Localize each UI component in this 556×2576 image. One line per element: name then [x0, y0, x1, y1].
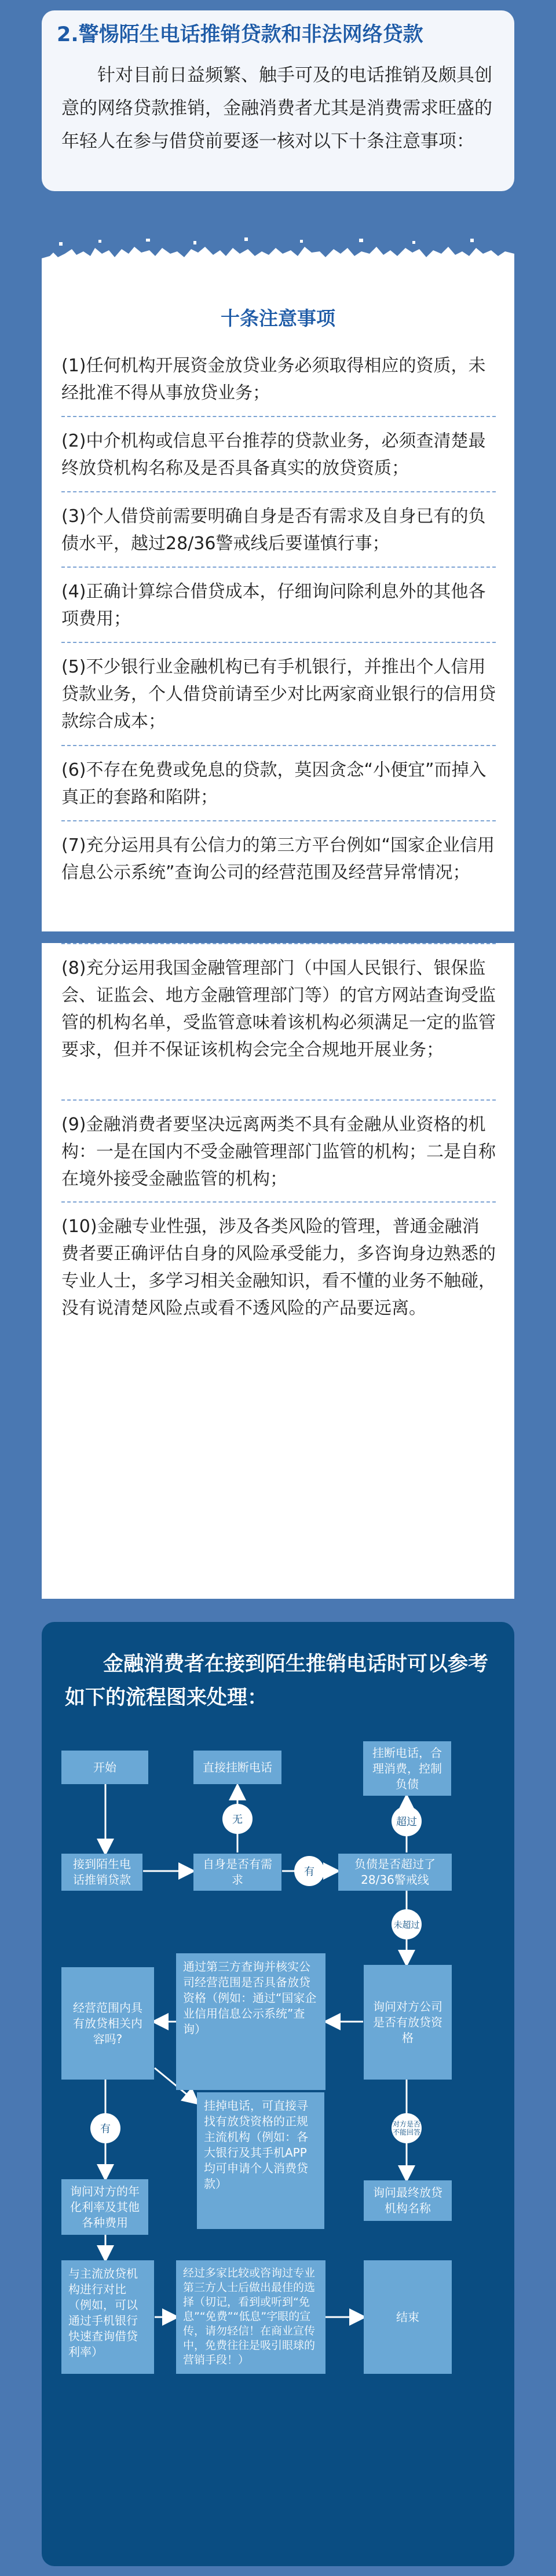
flow-third-party: 通过第三方查询并核实公司经营范围是否具备放贷资格（例如：通过“国家企业信用信息公示系统”查询） — [176, 1953, 325, 2090]
flow-receive: 接到陌生电话推销贷款 — [61, 1854, 142, 1891]
flow-hangup-bank: 挂掉电话，可直接寻找有放贷资格的正规主流机构（例如：各大银行及其手机APP均可申请个人消费贷款） — [197, 2092, 324, 2229]
note-divider — [61, 416, 496, 417]
flow-label-no: 无 — [222, 1804, 253, 1834]
flow-label-yes-2: 有 — [90, 2113, 120, 2143]
flow-hangup: 直接挂断电话 — [193, 1751, 281, 1784]
intro-paragraph: 针对目前日益频繁、触手可及的电话推销及颇具创意的网络贷款推销，金融消费者尤其是消费需求旺盛的年轻人在参与借贷前要逐一核对以下十条注意事项： — [61, 65, 492, 152]
note-item-6: (6)不存在免费或免息的贷款，莫因贪念“小便宜”而掉入真正的套路和陷阱； — [61, 760, 487, 807]
note-item-8: (8)充分运用我国金融管理部门（中国人民银行、银保监会、证监会、地方金融管理部门等）的官方网站查询受监管的机构名单，受监管意味着该机构必须满足一定的监管要求，但并不保证该机构会完全合规地开展业务； — [61, 958, 496, 1060]
flow-end: 结束 — [364, 2260, 452, 2374]
flow-scope: 经营范围内具有放贷相关内容吗? — [61, 1967, 154, 2080]
note-divider — [61, 943, 496, 944]
flow-ask-qualification: 询问对方公司是否有放贷资格 — [364, 1965, 452, 2080]
flow-reasonable: 挂断电话，合理消费，控制负债 — [363, 1741, 451, 1796]
flow-label-yes: 有 — [294, 1856, 324, 1886]
note-item-2: (2)中介机构或信息平台推荐的贷款业务，必须查清楚最终放贷机构名称及是否具备真实的放贷资质； — [61, 431, 486, 478]
flowchart-card — [42, 1622, 514, 2566]
flow-start: 开始 — [61, 1751, 148, 1784]
flow-label-cannot-answer: 对方是否不能回答 — [392, 2113, 422, 2143]
note-divider — [61, 1201, 496, 1203]
flow-ask-rate: 询问对方的年化利率及其他各种费用 — [61, 2179, 148, 2235]
note-item-10: (10)金融专业性强，涉及各类风险的管理，普通金融消费者要正确评估自身的风险承受能力，多咨询身边熟悉的专业人士，多学习相关金融知识，看不懂的业务不触碰，没有说清楚风险点或看不透风险的产品要远离。 — [61, 1216, 496, 1318]
note-divider — [61, 820, 496, 821]
note-divider — [61, 491, 496, 492]
note-item-4: (4)正确计算综合借贷成本，仔细询问除利息外的其他各项费用； — [61, 582, 486, 629]
note-item-3: (3)个人借贷前需要明确自身是否有需求及自身已有的负债水平，越过28/36警戒线后要谨慎行事； — [61, 506, 486, 554]
notes-title: 十条注意事项 — [221, 307, 335, 330]
note-item-7: (7)充分运用具有公信力的第三方平台例如“国家企业信用信息公示系统”查询公司的经营范围及经营异常情况； — [61, 835, 495, 883]
flow-label-exceed: 超过 — [392, 1806, 422, 1836]
note-divider — [61, 567, 496, 568]
notes-sheet — [42, 260, 514, 931]
note-divider — [61, 642, 496, 643]
note-item-9: (9)金融消费者要坚决远离两类不具有金融从业资格的机构：一是在国内不受金融管理部门监管的机构；二是自称在境外接受金融监管的机构； — [61, 1115, 496, 1189]
section-title: 2.警惕陌生电话推销贷款和非法网络贷款 — [57, 23, 423, 46]
notes-paper — [42, 236, 514, 943]
note-item-1: (1)任何机构开展资金放贷业务必须取得相应的资质，未经批准不得从事放贷业务； — [61, 356, 486, 403]
flow-need: 自身是否有需求 — [193, 1854, 281, 1891]
note-divider — [61, 1099, 496, 1101]
flowchart-title: 金融消费者在接到陌生推销电话时可以参考如下的流程图来处理： — [65, 1653, 489, 1709]
flow-compare: 与主流放贷机构进行对比（例如，可以通过手机银行快速查询借贷利率） — [61, 2260, 154, 2374]
flow-ask-name: 询问最终放贷机构名称 — [364, 2180, 452, 2221]
note-item-5: (5)不少银行业金融机构已有手机银行，并推出个人信用贷款业务，个人借贷前请至少对比两家商业银行的信用贷款综合成本； — [61, 657, 496, 732]
flow-debt: 负债是否超过了28/36警戒线 — [338, 1854, 452, 1891]
flow-label-not-exceed: 未超过 — [392, 1909, 422, 1939]
notes-sheet-continued — [42, 943, 514, 1599]
flow-choose: 经过多家比较或咨询过专业第三方人士后做出最佳的选择（切记，看到或听到“免息”“免费”“低息”字眼的宣传，请勿轻信！在商业宣传中，免费往往是吸引眼球的营销手段！） — [176, 2260, 325, 2374]
intro-card — [42, 10, 514, 191]
note-divider — [61, 745, 496, 746]
